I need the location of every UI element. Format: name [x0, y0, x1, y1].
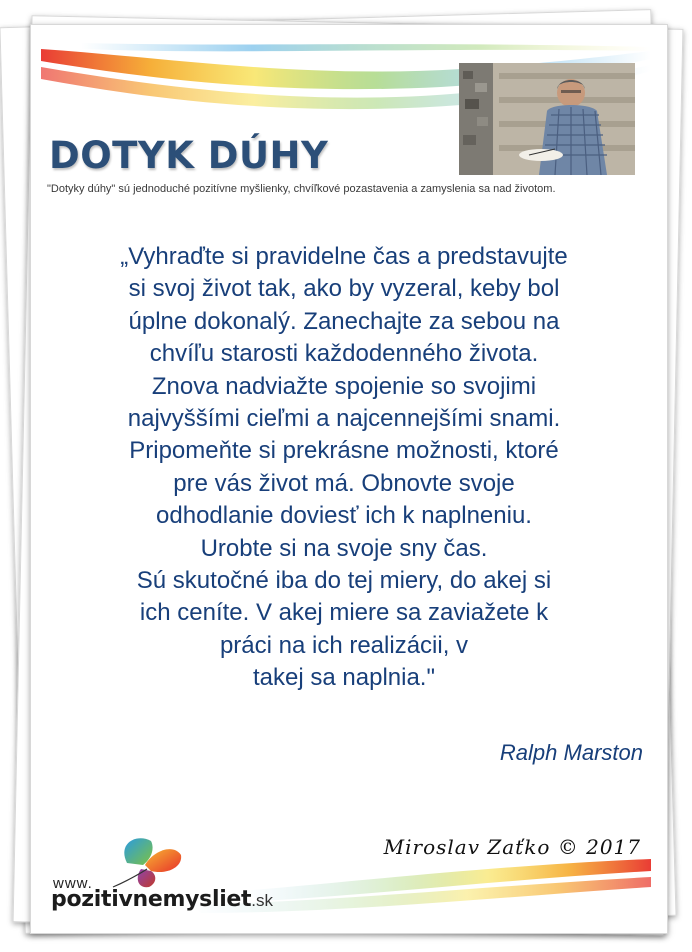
- quote-line: chvíľu starosti každodenného života.: [149, 340, 539, 368]
- butterfly-logo-icon: [107, 833, 187, 891]
- quote-author: Ralph Marston: [499, 740, 643, 765]
- logo-www: www.: [53, 875, 93, 892]
- quote-line: takej sa naplnia.": [253, 664, 435, 692]
- signature: Miroslav Zaťko © 2017: [383, 835, 641, 859]
- quote-line: najvyššími cieľmi a najcennejšími snami.: [127, 405, 561, 433]
- quote-line: Znova nadviažte spojenie so svojimi: [151, 372, 537, 400]
- quote-line: Sú skutočné iba do tej miery, do akej si: [136, 567, 552, 595]
- quote-line: „Vyhraďte si pravidelne čas a predstavujte: [120, 243, 568, 270]
- logo-domain-name: pozitivnemysliet: [51, 887, 252, 912]
- quote-line: si svoj život tak, ako by vyzeral, keby bol: [128, 275, 560, 303]
- quote-line: Urobte si na svoje sny čas.: [200, 534, 488, 562]
- quote-line: ich ceníte. V akej miere sa zaviažete k: [139, 599, 549, 627]
- page-subtitle: "Dotyky dúhy" sú jednoduché pozitívne myšlienky, chvíľkové pozastavenia a zamyslenia sa nad životom.: [47, 183, 556, 195]
- logo-tld: .sk: [251, 891, 274, 910]
- quote-text: [39, 241, 649, 695]
- logo-name: [51, 887, 273, 912]
- page-title: DOTYK DÚHY: [49, 134, 329, 177]
- quote-line: práci na ich realizácii, v: [219, 631, 469, 659]
- quote-line: Pripomeňte si prekrásne možnosti, ktoré: [129, 437, 559, 465]
- site-logo[interactable]: [49, 833, 349, 915]
- quote-line: pre vás život má. Obnovte svoje: [173, 469, 515, 497]
- quote-line: úplne dokonalý. Zanechajte za sebou na: [128, 307, 560, 335]
- paper-sheet-front: [30, 24, 668, 934]
- author-photo: [459, 63, 635, 175]
- quote-line: odhodlanie doviesť ich k naplneniu.: [156, 502, 532, 530]
